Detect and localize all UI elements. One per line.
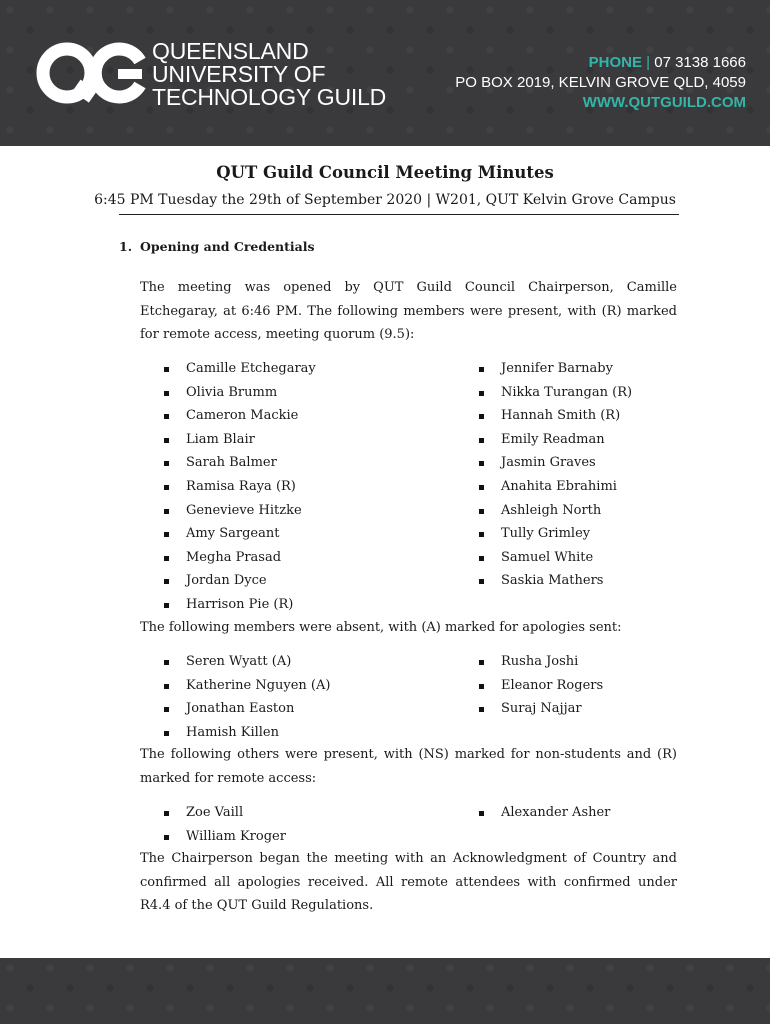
list-item: Anahita Ebrahimi [479, 475, 632, 499]
list-item: Ramisa Raya (R) [164, 475, 316, 499]
website-link[interactable]: WWW.QUTGUILD.COM [582, 94, 746, 111]
phone-line [455, 53, 746, 73]
others-list-left [164, 801, 286, 848]
list-item: Harrison Pie (R) [164, 593, 316, 617]
meeting-details: 6:45 PM Tuesday the 29th of September 2020 | W201, QUT Kelvin Grove Campus [94, 192, 676, 208]
list-item: William Kroger [164, 825, 286, 849]
contact-block [455, 53, 746, 113]
list-item: Olivia Brumm [164, 381, 316, 405]
section-title: Opening and Credentials [140, 239, 315, 254]
postal-address: PO BOX 2019, KELVIN GROVE QLD, 4059 [455, 74, 746, 91]
list-item: Hannah Smith (R) [479, 404, 632, 428]
list-item: Jennifer Barnaby [479, 357, 632, 381]
page-title: QUT Guild Council Meeting Minutes [216, 163, 554, 182]
qut-guild-logo [36, 42, 148, 104]
list-item: Ashleigh North [479, 499, 632, 523]
phone-separator: | [646, 54, 651, 71]
list-item: Zoe Vaill [164, 801, 286, 825]
title-divider [119, 214, 679, 215]
phone-number: 07 3138 1666 [654, 54, 746, 71]
list-item: Katherine Nguyen (A) [164, 674, 330, 698]
list-item: Eleanor Rogers [479, 674, 603, 698]
list-item: Liam Blair [164, 428, 316, 452]
absent-intro: The following members were absent, with (A) marked for apologies sent: [140, 620, 622, 635]
list-item: Sarah Balmer [164, 451, 316, 475]
present-list-right [479, 357, 632, 593]
list-item: Megha Prasad [164, 546, 316, 570]
list-item: Emily Readman [479, 428, 632, 452]
list-item: Seren Wyatt (A) [164, 650, 330, 674]
list-item: Nikka Turangan (R) [479, 381, 632, 405]
list-item: Jonathan Easton [164, 697, 330, 721]
section-number: 1. [119, 239, 133, 254]
phone-label: PHONE [588, 54, 642, 71]
list-item: Genevieve Hitzke [164, 499, 316, 523]
guild-name [152, 40, 386, 109]
list-item: Rusha Joshi [479, 650, 603, 674]
list-item: Hamish Killen [164, 721, 330, 745]
list-item: Cameron Mackie [164, 404, 316, 428]
list-item: Tully Grimley [479, 522, 632, 546]
guild-name-line-3: TECHNOLOGY GUILD [152, 84, 387, 110]
present-list-left [164, 357, 316, 617]
list-item: Samuel White [479, 546, 632, 570]
list-item: Alexander Asher [479, 801, 610, 825]
list-item: Camille Etchegaray [164, 357, 316, 381]
list-item: Suraj Najjar [479, 697, 603, 721]
guild-name-line-2: UNIVERSITY OF [152, 61, 326, 87]
absent-list-left [164, 650, 330, 744]
list-item: Jordan Dyce [164, 569, 316, 593]
intro-paragraph: The meeting was opened by QUT Guild Council Chairperson, Camille Etchegaray, at 6:46 PM. The following members were present, with (R) marked for remote access, meeting quorum (9.5): [140, 280, 677, 343]
others-list-right [479, 801, 610, 825]
list-item: Amy Sargeant [164, 522, 316, 546]
others-intro: The following others were present, with (NS) marked for non-students and (R) marked for remote access: [140, 747, 677, 786]
section-heading [119, 239, 315, 254]
list-item: Jasmin Graves [479, 451, 632, 475]
closing-paragraph: The Chairperson began the meeting with an Acknowledgment of Country and confirmed all apologies received. All remote attendees with confirmed under R4.4 of the QUT Guild Regulations. [140, 851, 677, 914]
list-item: Saskia Mathers [479, 569, 632, 593]
footer-band [0, 958, 770, 1024]
guild-name-line-1: QUEENSLAND [152, 38, 309, 64]
absent-list-right [479, 650, 603, 721]
